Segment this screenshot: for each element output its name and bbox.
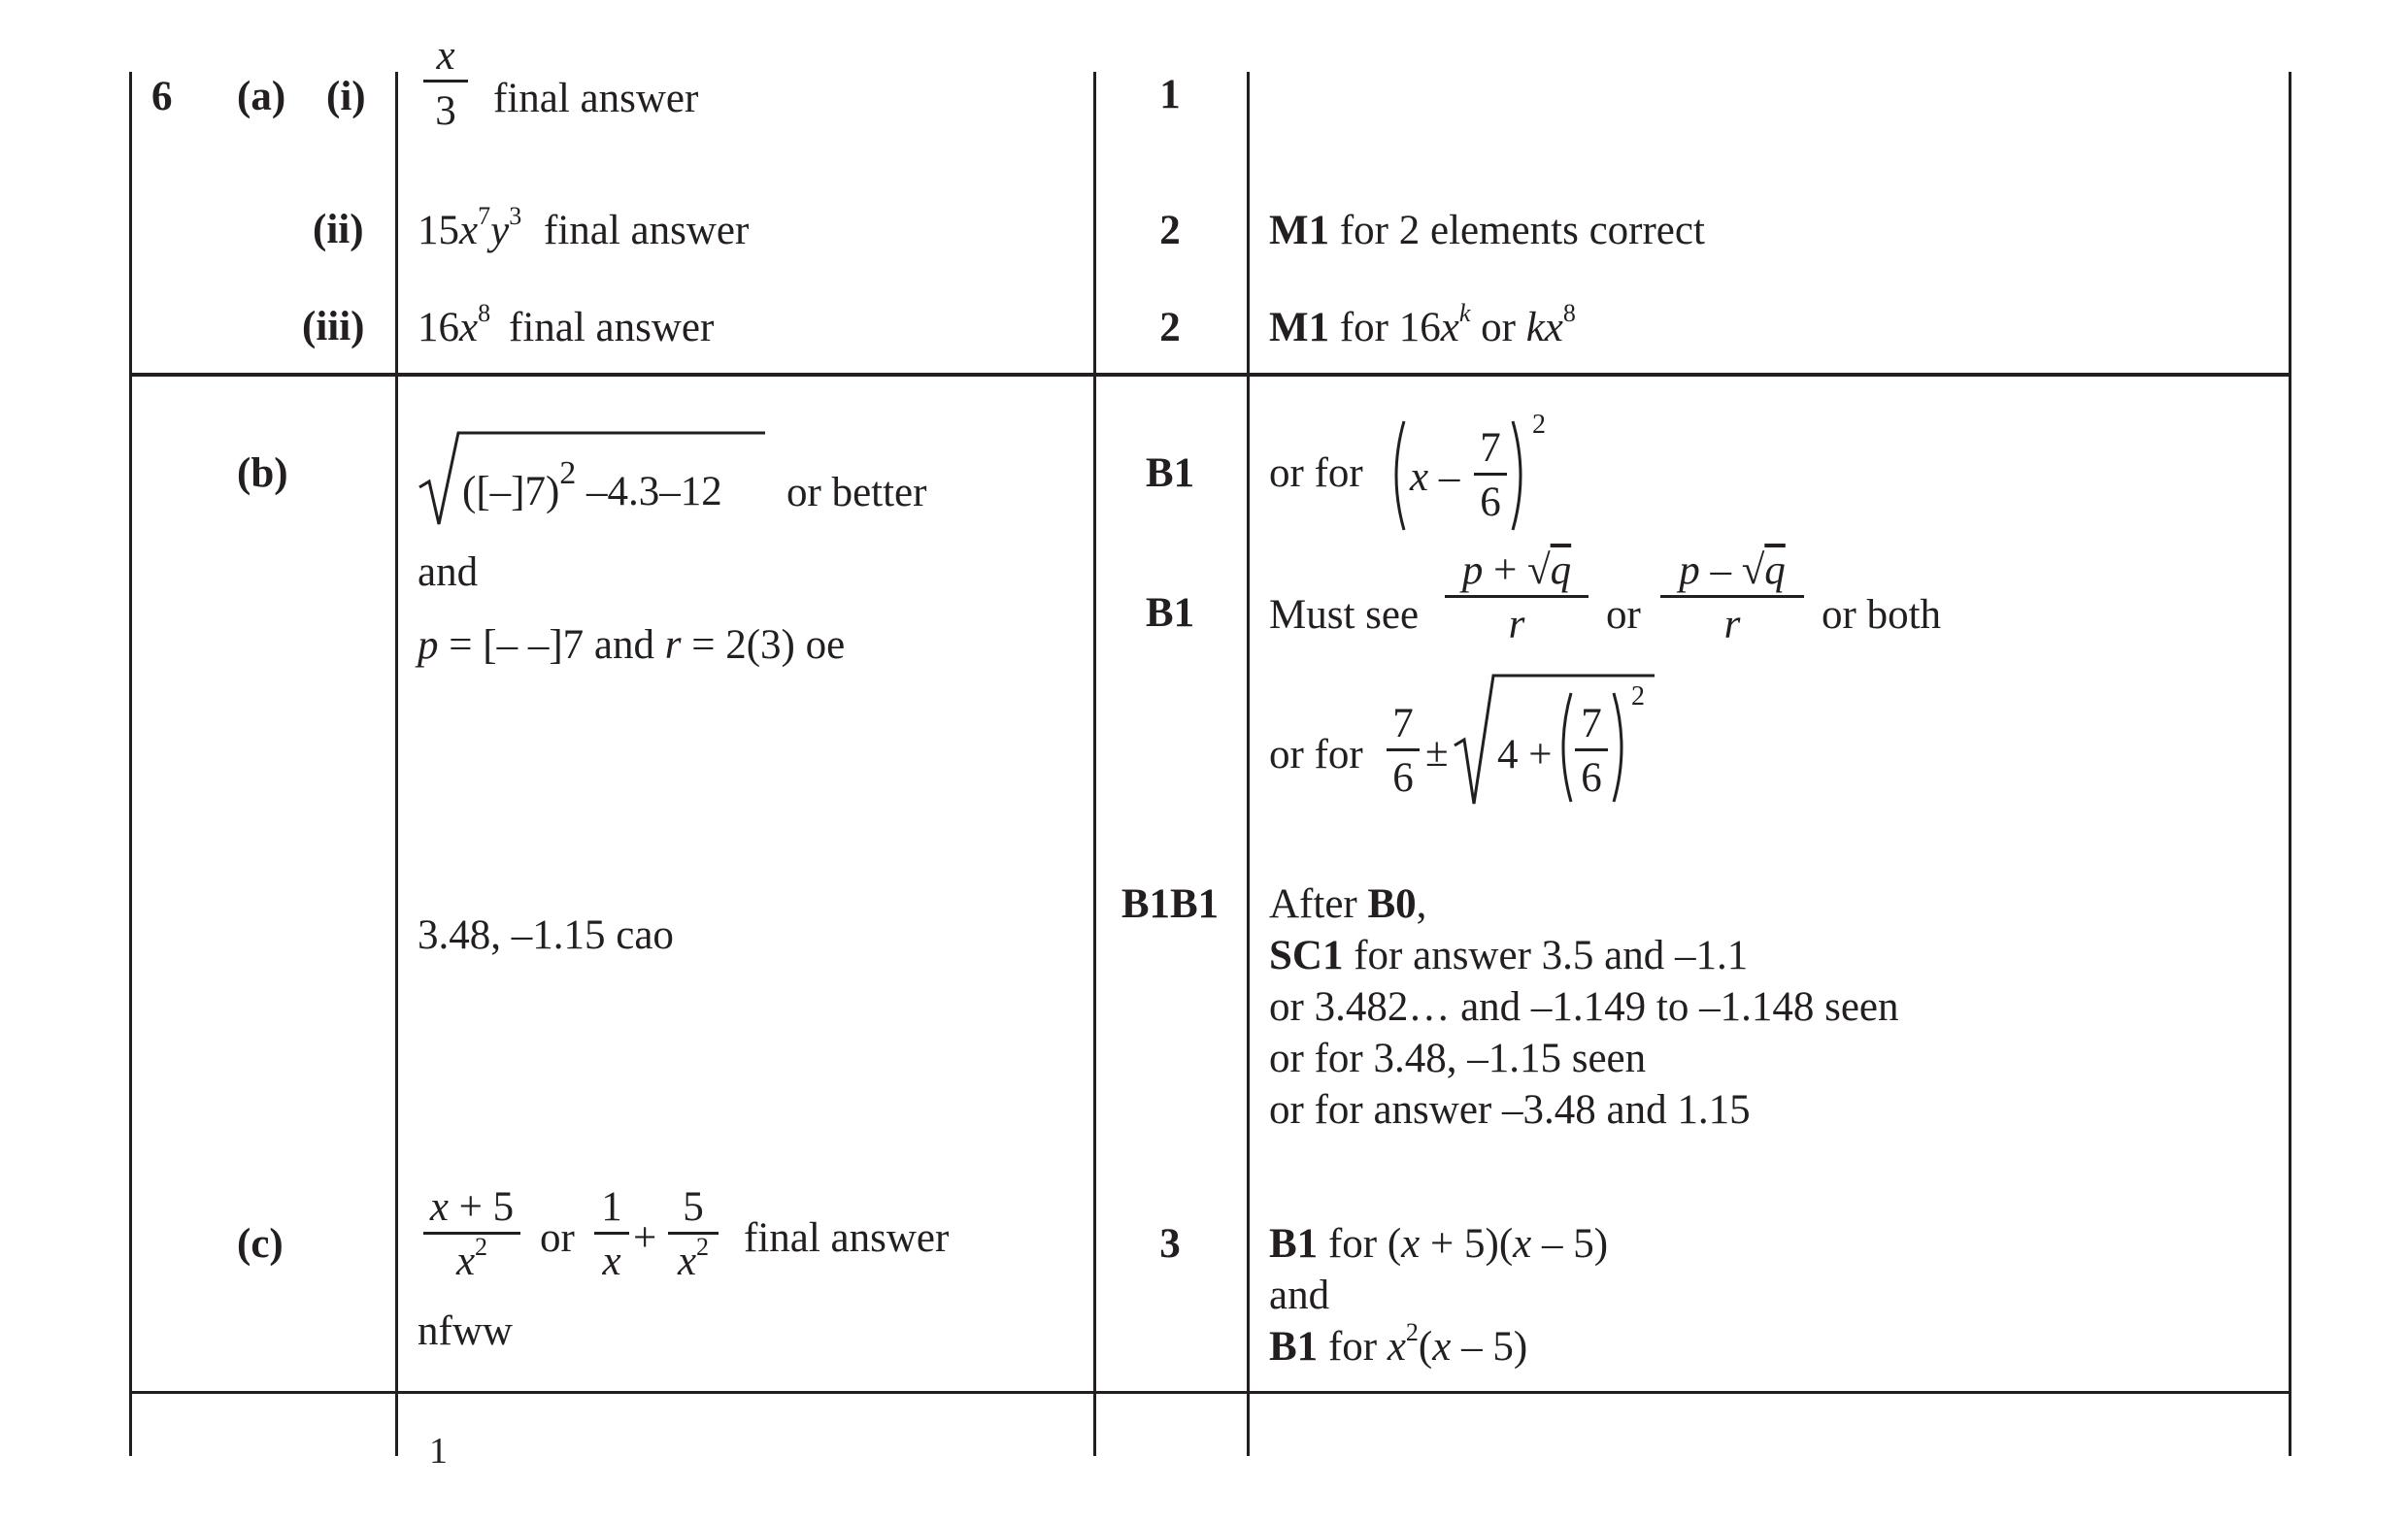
mark-b-2: B1 bbox=[1145, 590, 1195, 636]
part-c-label: (c) bbox=[237, 1221, 284, 1267]
answer-b-and: and bbox=[418, 549, 479, 595]
answer-b-r-text: = 2(3) oe bbox=[691, 622, 846, 668]
answer-b-p-r-line: p = [– –]7 and r = 2(3) oe bbox=[418, 622, 846, 668]
guidance-b-four-plus: 4 + bbox=[1497, 732, 1553, 778]
part-b-label: (b) bbox=[237, 450, 288, 496]
right-paren-icon bbox=[1511, 419, 1530, 536]
left-paren-icon-2 bbox=[1554, 691, 1573, 808]
sub-part-i-label: (i) bbox=[326, 74, 366, 119]
guidance-b-must-see: Must see bbox=[1269, 592, 1420, 638]
guidance-c-text-2: for bbox=[1327, 1324, 1378, 1370]
left-paren-icon bbox=[1387, 419, 1406, 536]
answer-c-or: or bbox=[540, 1215, 575, 1261]
answer-b-sqrt-base: ([–]7) bbox=[462, 469, 560, 514]
mark-b-1: B1 bbox=[1145, 450, 1195, 496]
guidance-a-iii-mark: M1 bbox=[1269, 305, 1330, 350]
guidance-a-ii-text: for 2 elements correct bbox=[1339, 208, 1705, 253]
answer-c-final: final answer bbox=[744, 1215, 950, 1261]
row-divider-c-next bbox=[129, 1391, 2291, 1394]
guidance-b-after-mark: B0 bbox=[1367, 881, 1417, 927]
guidance-a-ii-mark: M1 bbox=[1269, 208, 1330, 253]
guidance-b-fraction-7-6-second: 7 6 bbox=[1387, 703, 1420, 799]
guidance-b-or: or bbox=[1606, 592, 1641, 638]
guidance-b-sc-line4: or for answer –3.48 and 1.15 bbox=[1269, 1087, 1751, 1133]
answer-a-i-fraction bbox=[423, 33, 468, 134]
answer-a-i-text: final answer bbox=[493, 76, 699, 121]
guidance-b-fraction-p-plus: p + √q r bbox=[1445, 549, 1589, 645]
row-divider-a-b bbox=[129, 373, 2291, 377]
answer-c-plus: + bbox=[633, 1215, 657, 1261]
guidance-b-sc1-mark: SC1 bbox=[1269, 933, 1344, 978]
guidance-a-iii: M1 for $16x^k$ or $kx^8$ bbox=[1269, 299, 1576, 350]
guidance-a-iii-text: for 16 bbox=[1339, 305, 1441, 350]
answer-a-iii-expression: $16x^8$ bbox=[418, 299, 491, 350]
answer-b-final: 3.48, –1.15 cao bbox=[418, 912, 674, 958]
sub-part-ii-label: (ii) bbox=[313, 207, 364, 252]
answer-b-sqrt-tail: –4.3–12 bbox=[586, 469, 722, 514]
guidance-c-mark-1: B1 bbox=[1269, 1221, 1319, 1267]
answer-c-fraction-x-plus-5: x + 5 $x^2$ bbox=[423, 1186, 520, 1282]
mark-b-3: B1B1 bbox=[1120, 881, 1220, 927]
answer-b-or-better: or better bbox=[786, 470, 927, 515]
guidance-b-sc-line2: or 3.482… and –1.149 to –1.148 seen bbox=[1269, 984, 1899, 1030]
mark-a-iii: 2 bbox=[1159, 305, 1181, 350]
guidance-b-square-exponent: 2 bbox=[1532, 410, 1546, 440]
guidance-b-after-b0: After B0, bbox=[1269, 881, 1427, 927]
answer-a-iii-text: final answer bbox=[509, 305, 715, 350]
guidance-a-ii bbox=[1269, 210, 1705, 251]
guidance-b-sc1-text: for answer 3.5 and –1.1 bbox=[1354, 933, 1749, 978]
column-divider-guidance bbox=[1247, 72, 1250, 1456]
mark-a-i: 1 bbox=[1159, 72, 1181, 117]
table-right-border bbox=[2289, 72, 2291, 1456]
answer-c-fraction-5-x2: 5 $x^2$ bbox=[668, 1186, 719, 1282]
question-number: 6 bbox=[151, 74, 173, 119]
guidance-b-sc1-line bbox=[1269, 935, 1748, 976]
answer-a-ii-text: final answer bbox=[544, 208, 750, 253]
guidance-b-plus-minus: ± bbox=[1425, 730, 1449, 776]
answer-a-ii-expression: $15x^7y^3$ bbox=[418, 202, 522, 253]
guidance-c-text-1: for ( bbox=[1327, 1221, 1402, 1267]
guidance-c-line2: B1 for $x^2(x - 5)$ bbox=[1269, 1318, 1528, 1370]
answer-b-sqrt-content: $([-]7)^2$ –4.3–12 bbox=[462, 455, 722, 514]
next-row-partial-digit: 1 bbox=[429, 1431, 448, 1472]
right-paren-icon-2 bbox=[1612, 691, 1631, 808]
answer-b-p-text: = [– –]7 and bbox=[449, 622, 654, 668]
guidance-b-after-prefix: After bbox=[1269, 881, 1357, 927]
part-a-label: (a) bbox=[237, 74, 286, 119]
guidance-b-fraction-7-6: 7 6 bbox=[1474, 427, 1507, 523]
guidance-b-or-both: or both bbox=[1822, 592, 1942, 638]
mark-c: 3 bbox=[1159, 1221, 1181, 1267]
sub-part-iii-label: (iii) bbox=[302, 304, 365, 349]
guidance-b-or-for: or for bbox=[1269, 450, 1363, 496]
guidance-c-mark-2: B1 bbox=[1269, 1324, 1319, 1370]
column-divider-answer bbox=[395, 72, 398, 1456]
guidance-b-x-minus: x – bbox=[1410, 454, 1460, 500]
table-left-border bbox=[129, 72, 132, 1456]
guidance-b-or-for-2: or for bbox=[1269, 732, 1363, 778]
answer-c-nfww: nfww bbox=[418, 1308, 513, 1354]
guidance-b-sc-line3: or for 3.48, –1.15 seen bbox=[1269, 1036, 1647, 1081]
fraction-denominator: 3 bbox=[435, 88, 456, 134]
fraction-numerator: x bbox=[436, 33, 455, 79]
guidance-c-line1: B1 for (x + 5)(x – 5) bbox=[1269, 1221, 1609, 1267]
guidance-b-fraction-p-minus: p – √q r bbox=[1660, 549, 1804, 645]
guidance-c-and: and bbox=[1269, 1273, 1330, 1318]
guidance-b-fraction-7-6-third: 7 6 bbox=[1575, 703, 1608, 799]
guidance-b-square-exponent-2: 2 bbox=[1631, 681, 1645, 711]
answer-c-fraction-1-x: 1 x bbox=[594, 1186, 629, 1282]
mark-a-ii: 2 bbox=[1159, 208, 1181, 253]
